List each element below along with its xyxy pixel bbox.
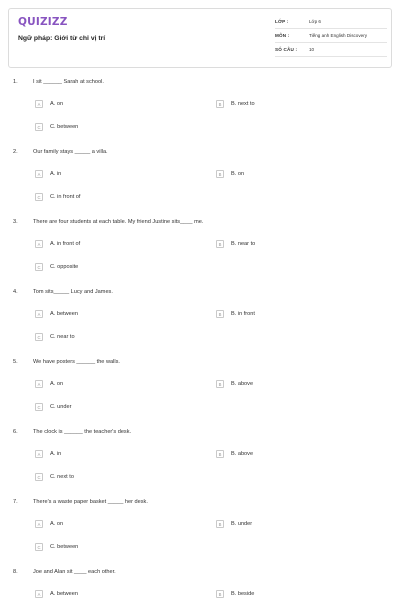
question-4 [0,289,400,359]
option-text: C. between [50,544,79,550]
option-checkbox[interactable]: A [35,170,43,178]
option-checkbox[interactable]: C [35,473,43,481]
option-b[interactable] [216,520,252,528]
question-number: 2. [13,149,18,155]
option-checkbox[interactable]: B [216,100,224,108]
option-text: A. in front of [50,241,81,247]
option-c[interactable] [35,403,71,411]
question-text: There's a waste paper basket _____ her desk. [33,499,148,505]
option-checkbox[interactable]: C [35,193,43,201]
option-b[interactable] [216,240,255,248]
option-a[interactable] [35,310,78,318]
option-checkbox[interactable]: B [216,590,224,598]
option-checkbox[interactable]: A [35,310,43,318]
option-text: A. in [50,171,62,177]
option-c[interactable] [35,333,75,341]
question-text: There are four students at each table. My friend Justine sits____ me. [33,219,204,225]
question-text: The clock is ______ the teacher's desk. [33,429,132,435]
option-checkbox[interactable]: B [216,520,224,528]
option-b[interactable] [216,170,244,178]
question-number: 5. [13,359,18,365]
option-a[interactable] [35,450,61,458]
option-b[interactable] [216,310,255,318]
meta-row-grade [275,15,387,29]
meta-label: LỚP : [275,19,289,24]
question-text: We have posters ______ the walls. [33,359,120,365]
question-3 [0,219,400,289]
question-text: Joe and Alan sit ____ each other. [33,569,116,575]
option-text: B. above [231,381,254,387]
question-number: 8. [13,569,18,575]
question-6 [0,429,400,499]
option-text: B. on [231,171,245,177]
question-number: 7. [13,499,18,505]
meta-value: 10 [309,47,315,52]
quizizz-logo: QUIZIZZ [18,16,68,28]
meta-value: Lớp 6 [309,19,321,24]
option-text: B. under [231,521,253,527]
option-text: C. next to [50,474,74,480]
meta-label: SỐ CÂU : [275,47,298,52]
option-checkbox[interactable]: C [35,333,43,341]
option-a[interactable] [35,380,63,388]
meta-row-subject [275,29,387,43]
question-7 [0,499,400,569]
option-checkbox[interactable]: A [35,520,43,528]
option-text: C. near to [50,334,75,340]
option-b[interactable] [216,590,254,598]
option-a[interactable] [35,170,61,178]
option-checkbox[interactable]: C [35,263,43,271]
worksheet-title: Ngữ pháp: Giới từ chỉ vị trí [18,35,106,42]
option-c[interactable] [35,193,80,201]
option-checkbox[interactable]: A [35,380,43,388]
option-text: A. between [50,591,78,597]
worksheet-header [8,8,392,68]
question-number: 4. [13,289,18,295]
option-c[interactable] [35,123,78,131]
question-2 [0,149,400,219]
option-checkbox[interactable]: C [35,403,43,411]
option-text: A. in [50,451,62,457]
question-number: 3. [13,219,18,225]
meta-label: MÔN : [275,33,290,38]
option-text: C. opposite [50,264,79,270]
option-text: A. on [50,381,64,387]
question-8 [0,569,400,600]
option-checkbox[interactable]: C [35,123,43,131]
option-text: B. above [231,451,254,457]
option-c[interactable] [35,263,78,271]
option-text: C. under [50,404,72,410]
option-b[interactable] [216,380,253,388]
option-text: A. between [50,311,78,317]
option-c[interactable] [35,473,74,481]
option-checkbox[interactable]: A [35,450,43,458]
option-text: B. next to [231,101,255,107]
option-text: C. in front of [50,194,81,200]
option-a[interactable] [35,100,63,108]
option-text: B. near to [231,241,256,247]
option-text: B. in front [231,311,255,317]
option-b[interactable] [216,450,253,458]
option-c[interactable] [35,543,78,551]
question-text: Our family stays _____ a villa. [33,149,108,155]
question-1 [0,79,400,149]
question-number: 6. [13,429,18,435]
option-checkbox[interactable]: C [35,543,43,551]
option-text: A. on [50,521,64,527]
question-number: 1. [13,79,18,85]
option-checkbox[interactable]: B [216,380,224,388]
option-text: C. between [50,124,79,130]
option-checkbox[interactable]: B [216,240,224,248]
question-text: I sit ______ Sarah at school. [33,79,104,85]
option-a[interactable] [35,590,78,598]
option-checkbox[interactable]: B [216,170,224,178]
question-5 [0,359,400,429]
meta-value: Tiếng anh English Discovery [309,33,368,38]
option-checkbox[interactable]: B [216,450,224,458]
option-b[interactable] [216,100,255,108]
worksheet-meta [275,15,387,57]
option-checkbox[interactable]: A [35,240,43,248]
meta-row-question-count [275,43,387,57]
question-text: Tom sits_____ Lucy and James. [33,289,113,295]
option-a[interactable] [35,240,80,248]
option-a[interactable] [35,520,63,528]
option-text: A. on [50,101,64,107]
option-checkbox[interactable]: B [216,310,224,318]
option-checkbox[interactable]: A [35,100,43,108]
option-text: B. beside [231,591,255,597]
option-checkbox[interactable]: A [35,590,43,598]
